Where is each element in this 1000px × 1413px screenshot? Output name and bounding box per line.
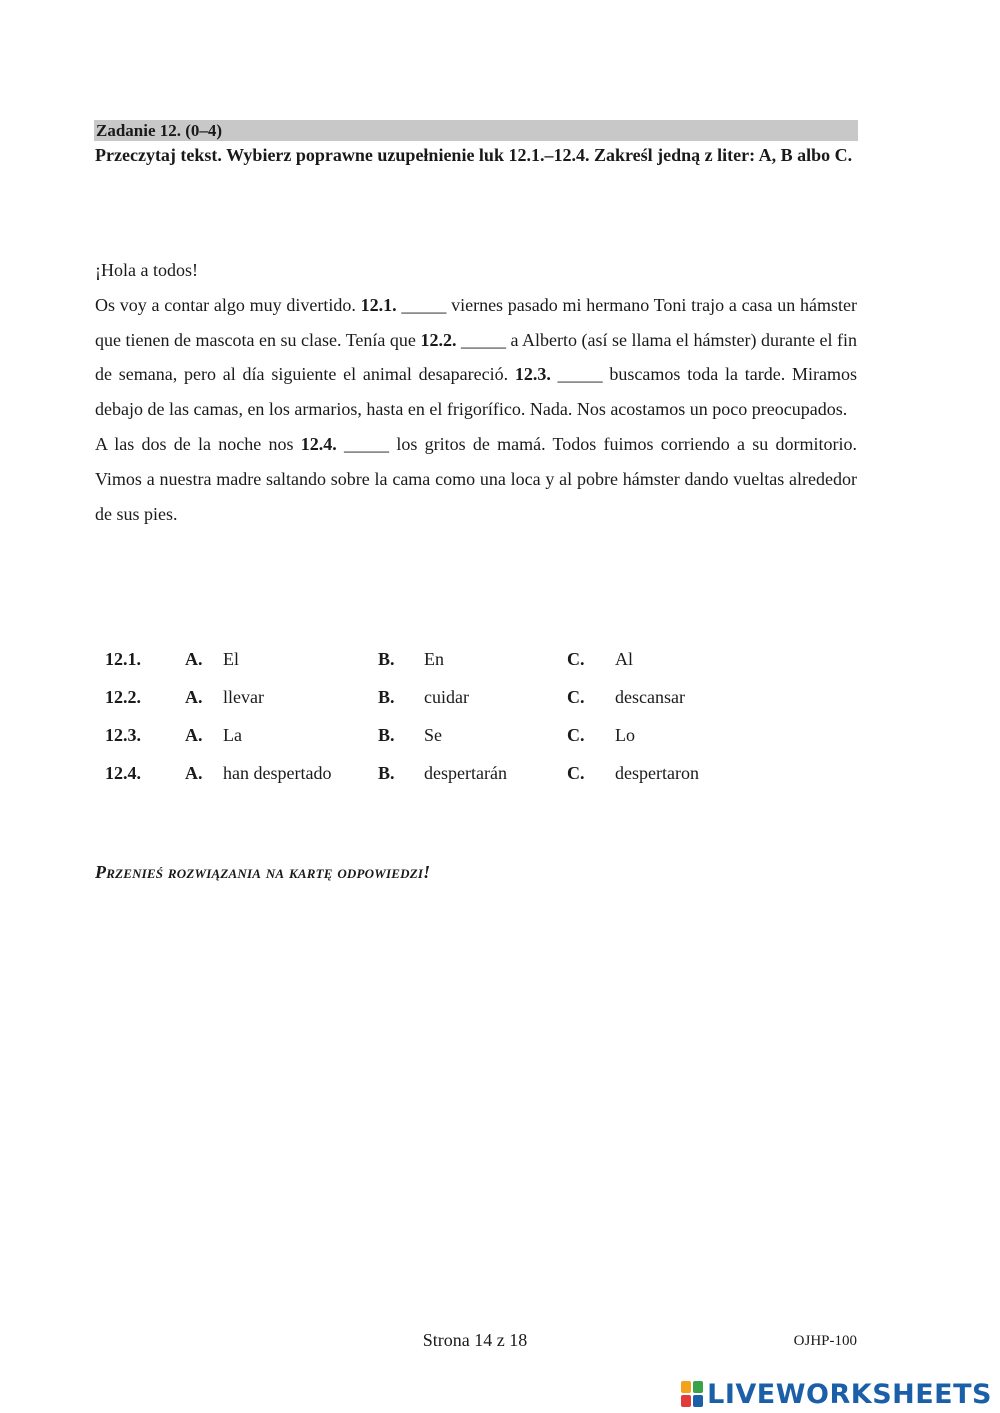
option-b-label[interactable]: B. [378,686,395,707]
text-segment: _____ los gritos de mamá. Todos fuimos corriendo a su dormitorio. Vimos a nuestra madre saltando sobre la cama como una loca y al pobre hámster dando vueltas alrededor de sus pies. [95,433,858,524]
option-c-label[interactable]: C. [567,724,585,745]
option-c-text[interactable]: despertaron [615,762,699,783]
gap-label-12-3: 12.3. [514,364,551,385]
option-b-label[interactable]: B. [378,648,395,669]
option-row [95,716,795,754]
paragraph-2 [95,427,857,531]
gap-label-12-4: 12.4. [300,433,337,454]
liveworksheets-logo [681,1378,992,1410]
answer-options-table [95,640,795,792]
option-number: 12.4. [105,762,141,783]
option-b-text[interactable]: cuidar [424,686,469,707]
exam-code: OJHP-100 [793,1333,857,1349]
paragraph-1 [95,288,857,427]
logo-square [681,1381,691,1393]
option-c-text[interactable]: Lo [615,724,635,745]
option-b-label[interactable]: B. [378,724,395,745]
text-segment: _____ viernes pasado mi hermano Toni trajo a casa un hámster que tienen de mascota en su clase. Tenía que [95,294,857,350]
option-number: 12.2. [105,686,141,707]
gap-label-12-2: 12.2. [420,329,457,350]
logo-mark-icon [681,1381,703,1407]
task-header: Zadanie 12. (0–4) [94,120,858,141]
option-b-text[interactable]: En [424,648,444,669]
logo-text: LIVEWORKSHEETS [707,1378,992,1410]
option-row [95,754,795,792]
option-b-text[interactable]: Se [424,724,442,745]
logo-square [681,1395,691,1407]
option-row [95,640,795,678]
option-a-label[interactable]: A. [185,724,203,745]
text-segment: _____ buscamos toda la tarde. Miramos debajo de las camas, en los armarios, hasta en el frigorífico. Nada. Nos acostamos un poco preocupados. [95,364,857,420]
option-a-text[interactable]: El [223,648,239,669]
option-row [95,678,795,716]
option-a-label[interactable]: A. [185,762,203,783]
gap-label-12-1: 12.1. [360,294,397,315]
option-a-label[interactable]: A. [185,648,203,669]
option-number: 12.1. [105,648,141,669]
option-c-text[interactable]: Al [615,648,633,669]
option-b-text[interactable]: despertarán [424,762,507,783]
option-number: 12.3. [105,724,141,745]
option-a-text[interactable]: llevar [223,686,264,707]
text-segment: Os voy a contar algo muy divertido. [95,294,361,315]
transfer-note: Przenieś rozwiązania na kartę odpowiedzi! [95,862,431,882]
logo-square [693,1395,703,1407]
option-c-text[interactable]: descansar [615,686,685,707]
text-segment: _____ a Alberto (así se llama el hámster) durante el fin de semana, pero al día siguiente el animal desapareció. [95,329,857,385]
logo-square [693,1381,703,1393]
text-segment: A las dos de la noche nos [95,433,301,454]
option-c-label[interactable]: C. [567,686,585,707]
option-a-label[interactable]: A. [185,686,203,707]
option-a-text[interactable]: han despertado [223,762,332,783]
option-b-label[interactable]: B. [378,762,395,783]
task-instruction: Przeczytaj tekst. Wybierz poprawne uzupełnienie luk 12.1.–12.4. Zakreśl jedną z liter: A, B albo C. [95,145,853,165]
option-c-label[interactable]: C. [567,648,585,669]
option-a-text[interactable]: La [223,724,242,745]
greeting: ¡Hola a todos! [95,260,198,280]
option-c-label[interactable]: C. [567,762,585,783]
reading-text [95,253,857,531]
page-number: Strona 14 z 18 [422,1330,528,1350]
